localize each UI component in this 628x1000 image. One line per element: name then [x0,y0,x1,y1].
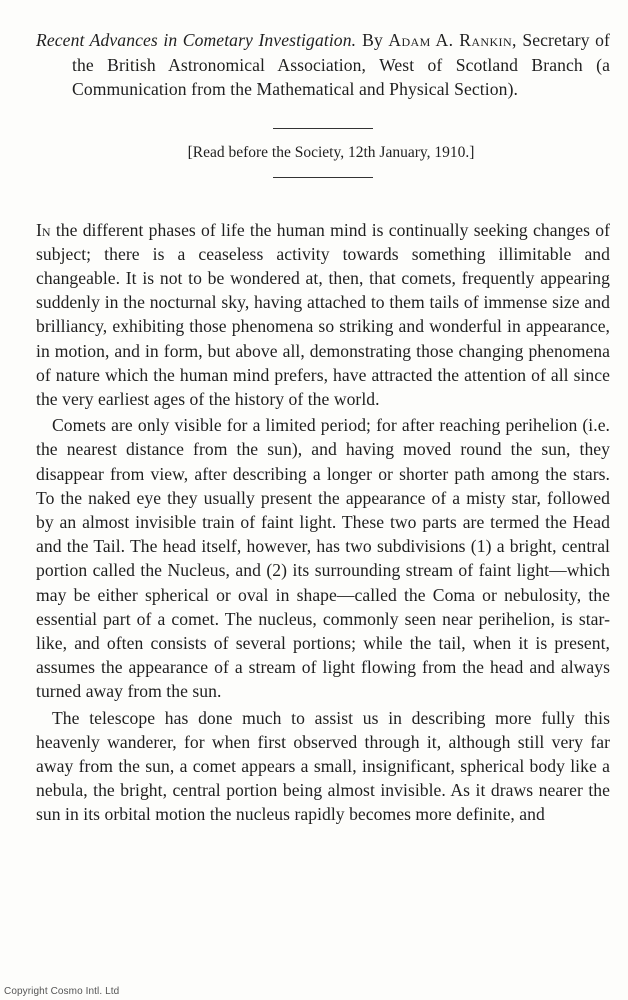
author-name: Adam A. Rankin, [388,30,517,50]
paragraph-3: The telescope has done much to assist us in describing more fully this heavenly wanderer, for when first observed through it, although still very far away from the sun, a comet appears a small, insignificant, spherical body like a nebula, the bright, central portion being almost invisible. As it draws nearer the sun in its orbital motion the nucleus rapidly becomes more definite, and [36,707,610,825]
copyright-watermark: Copyright Cosmo Intl. Ltd [4,986,120,997]
article-title: Recent Advances in Cometary Investigation. [36,30,357,50]
paragraph-lead-word: In [36,219,51,240]
article-heading [36,28,610,102]
article-body [36,218,610,827]
paragraph-2: Comets are only visible for a limited period; for after reaching perihelion (i.e. the nearest distance from the sun), and having moved round the sun, they disappear from view, after describing a longer or shorter path among the stars. To the naked eye they usually present the appearance of a misty star, followed by an almost invisible train of faint light. These two parts are termed the Head and the Tail. The head itself, however, has two subdivisions (1) a bright, central portion called the Nucleus, and (2) its surrounding stream of faint light—which may be either spherical or oval in shape—called the Coma or nebulosity, the essential part of a comet. The nucleus, commonly seen near perihelion, is star-like, and often consists of several portions; while the tail, when it is present, assumes the appearance of a stream of light flowing from the head and always turned away from the sun. [36,415,610,702]
author-affiliation: Secretary of the British Astronomical Association, West of Scotland Branch (a Communication from the Mathematical and Physical Section). [72,30,611,99]
read-before-note: [Read before the Society, 12th January, 1910.] [187,143,475,161]
divider-rule-bottom [273,177,373,178]
paragraph-1 [36,218,610,412]
byline-prefix: By [362,30,383,50]
divider-rule-top [273,128,373,129]
paragraph-1-text: the different phases of life the human mind is continually seeking changes of subject; there is a ceaseless activity towards something illimitable and changeable. It is not to be wondered at, then, that comets, frequently appearing suddenly in the nocturnal sky, having attached to them tails of immense size and brilliancy, exhibiting those phenomena so striking and wonderful in appearance, in motion, and in form, but above all, demonstrating those changing phenomena of nature which the human mind prefers, have attracted the attention of all since the very earliest ages of the history of the world. [36,219,610,409]
